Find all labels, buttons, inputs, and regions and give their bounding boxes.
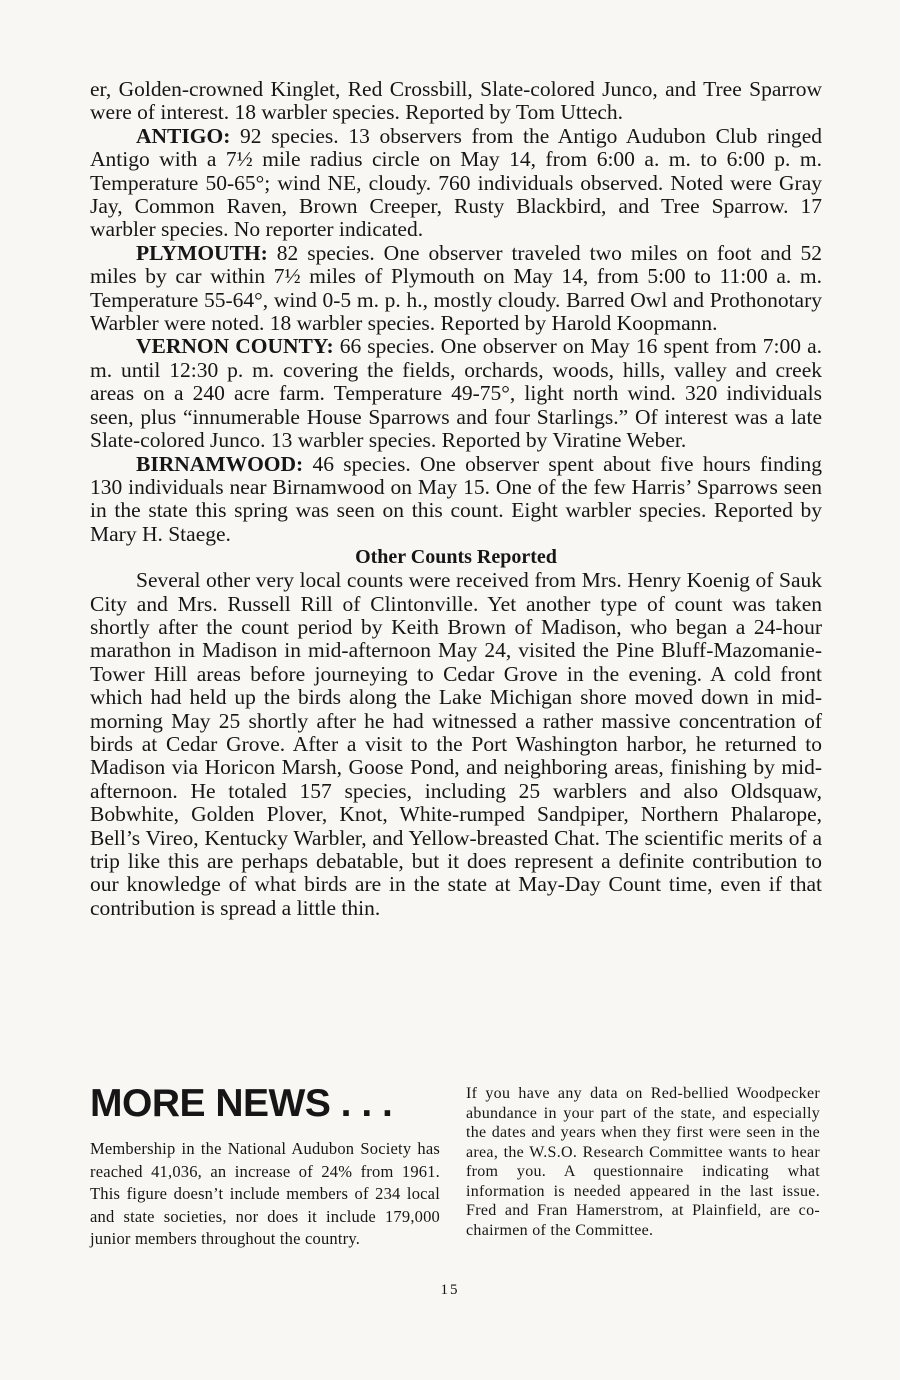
membership-paragraph: Membership in the National Audubon Society has reached 41,036, an increase of 24% from 1961. This figure doesn’t include members of 234 local and state societies, nor does it include 179,000 junior members throughout the country. [90, 1139, 440, 1249]
count-text: 66 species. One observer on May 16 spent from 7:00 a. m. until 12:30 p. m. covering the fields, orchards, woods, hills, valley and creek areas on a 240 acre farm. Temperature 49-75°, light north wind. 320 individuals seen, plus “innumerable House Sparrows and four Starlings.” Of interest was a late Slate-colored Junco. 13 warbler species. Reported by Viratine Weber. [90, 334, 822, 453]
more-news-title: MORE NEWS . . . [90, 1082, 393, 1125]
woodpecker-paragraph: If you have any data on Red-bellied Woodpecker abundance in your part of the state, and especially the dates and years when they first were seen in the area, the W.S.O. Research Committee wants to hear from you. A questionnaire indicating what information is needed appeared in the last issue. Fred and Fran Hamerstrom, at Plainfield, are co-chairmen of the Committee. [466, 1085, 820, 1239]
count-paragraph-birnamwood [90, 453, 822, 547]
place-name: VERNON COUNTY: [136, 334, 334, 359]
count-text: 92 species. 13 observers from the Antigo Audubon Club ringed Antigo with a 7½ mile radius circle on May 14, from 6:00 a. m. to 6:00 p. m. Temperature 50-65°; wind NE, cloudy. 760 individuals observed. Noted were Gray Jay, Common Raven, Brown Creeper, Rusty Blackbird, and Tree Sparrow. 17 warbler species. No reporter indicated. [90, 123, 822, 242]
count-paragraph-vernon-county [90, 335, 822, 452]
section-heading-other-counts: Other Counts Reported [355, 546, 557, 569]
count-text: 46 species. One observer spent about five hours finding 130 individuals near Birnamwood on May 15. One of the few Harris’ Sparrows seen in the state this spring was seen on this count. Eight warbler species. Reported by Mary H. Staege. [90, 451, 822, 546]
place-name: PLYMOUTH: [136, 240, 268, 265]
other-counts-paragraph: Several other very local counts were received from Mrs. Henry Koenig of Sauk City and Mrs. Russell Rill of Clintonville. Yet another type of count was taken shortly after the count period by Keith Brown of Madison, who began a 24-hour marathon in Madison in mid-afternoon May 24, visited the Pine Bluff-Mazomanie-Tower Hill areas before journeying to Cedar Grove in the evening. A cold front which had held up the birds along the Lake Michigan shore moved down in mid-morning May 25 shortly after he had witnessed a rather massive concentration of birds at Cedar Grove. After a visit to the Port Washington harbor, he returned to Madison via Horicon Marsh, Goose Pond, and neighboring areas, finishing by mid-afternoon. He totaled 157 species, including 25 warblers and also Oldsquaw, Bobwhite, Golden Plover, Knot, White-rumped Sandpiper, Northern Phalarope, Bell’s Vireo, Kentucky Warbler, and Yellow-breasted Chat. The scientific merits of a trip like this are perhaps debatable, but it does represent a definite contribution to our knowledge of what birds are in the state at May-Day Count time, even if that contribution is spread a little thin. [90, 568, 822, 920]
place-name: BIRNAMWOOD: [136, 451, 304, 476]
intro-paragraph: er, Golden-crowned Kinglet, Red Crossbill, Slate-colored Junco, and Tree Sparrow were of interest. 18 warbler species. Reported by Tom Uttech. [90, 77, 822, 125]
count-paragraph-antigo [90, 125, 822, 242]
woodpecker-column [466, 1084, 820, 1240]
count-paragraph-plymouth [90, 242, 822, 336]
page-number: 15 [440, 1282, 460, 1298]
membership-column [90, 1138, 440, 1251]
main-text-column [90, 78, 822, 920]
place-name: ANTIGO: [136, 123, 231, 148]
count-text: 82 species. One observer traveled two miles on foot and 52 miles by car within 7½ miles of Plymouth on May 14, from 5:00 to 11:00 a. m. Temperature 55-64°, wind 0-5 m. p. h., mostly cloudy. Barred Owl and Prothonotary Warbler were noted. 18 warbler species. Reported by Harold Koopmann. [90, 240, 822, 336]
